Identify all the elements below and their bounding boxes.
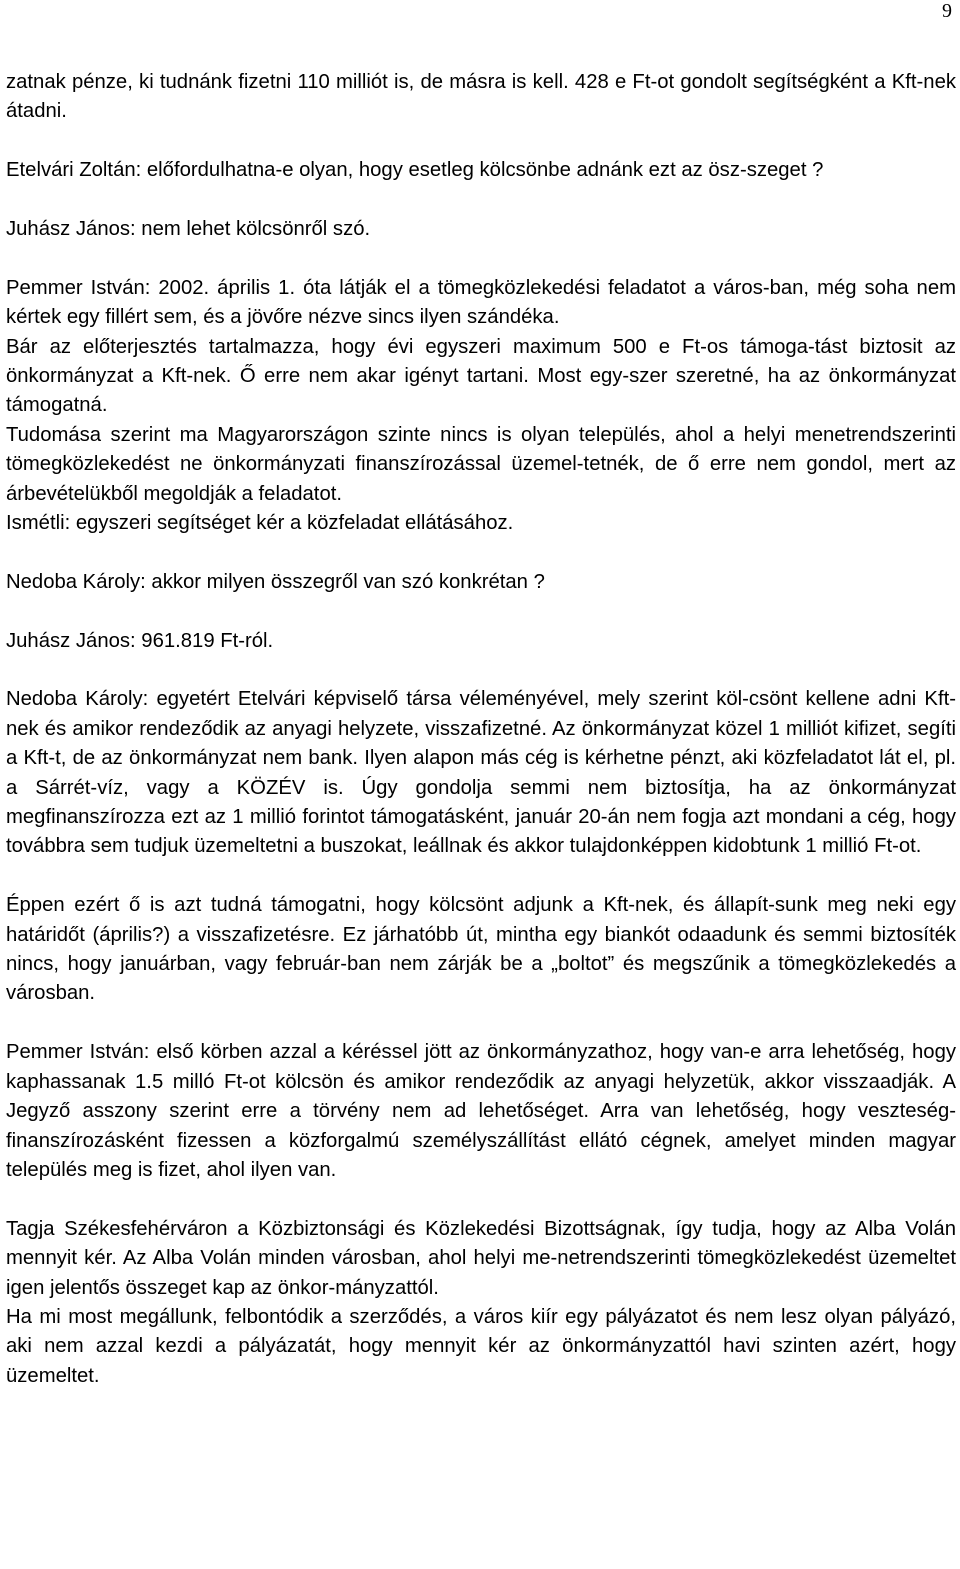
paragraph: Pemmer István: 2002. április 1. óta látják el a tömegközlekedési feladatot a város-ban, még soha nem kértek egy fillért sem, és a jövőre nézve sincs ilyen szándéka.: [6, 276, 956, 329]
paragraph: Nedoba Károly: akkor milyen összegről van szó konkrétan ?: [6, 570, 545, 593]
paragraph: Juhász János: 961.819 Ft-ról.: [6, 629, 274, 652]
paragraph: Ha mi most megállunk, felbontódik a szerződés, a város kiír egy pályázatot és nem lesz olyan pályázó, aki nem azzal kezdi a pályázatát, hogy mennyit kér az önkormányzattól havi szinten azért, hogy üzemeltet.: [6, 1305, 956, 1387]
paragraph: Ismétli: egyszeri segítséget kér a közfeladat ellátásához.: [6, 512, 514, 535]
page-number: 9: [942, 0, 952, 22]
paragraph: Juhász János: nem lehet kölcsönről szó.: [6, 218, 371, 240]
paragraph: Éppen ezért ő is azt tudná támogatni, hogy kölcsönt adjunk a Kft-nek, és állapít-sunk meg neki egy határidőt (április?) a visszafizetésre. Ez járhatóbb út, mintha egy biankót odaadunk és semmi biztosíték nincs, hogy januárban, vagy február-ban nem zárják be a „boltot” és megszűnik a tömegközlekedés a városban.: [6, 894, 956, 1005]
paragraph: Nedoba Károly: egyetért Etelvári képviselő társa véleményével, mely szerint köl-csönt kellene adni Kft-nek és amikor rendeződik az anyagi helyzete, visszafizetné. Az önkormányzat közel 1 milliót kifizet, segíti a Kft-t, de az önkormányzat nem bank. Ilyen alapon más cég is kérhetne pénzt, aki közfeladatot lát el, pl. a Sárrét-víz, vagy a KÖZÉV is. Úgy gondolja semmi nem biztosítja, ha az önkormányzat megfinanszírozza ezt az 1 millió forintot támogatásként, január 20-án nem fogja azt mondani a cég, hogy továbbra sem tudjuk üzemeltetni a buszokat, leállnak és akkor tulajdonképpen kidobtunk 1 millió Ft-ot.: [6, 688, 956, 858]
paragraph: Tagja Székesfehérváron a Közbiztonsági és Közlekedési Bizottságnak, így tudja, hogy az Alba Volán mennyit kér. Az Alba Volán minden városban, ahol helyi me-netrendszerinti tömegközlekedést üzemeltet igen jelentős összeget kap az önkor-mányzattól.: [6, 1217, 956, 1299]
document-body: [6, 68, 956, 1391]
paragraph: Tudomása szerint ma Magyarországon szinte nincs is olyan település, ahol a helyi menetrendszerinti tömegközlekedést ne önkormányzati finanszírozással üzemel-tetnék, de ő erre nem gondol, mert az árbevételükből megoldják a feladatot.: [6, 423, 956, 505]
paragraph: Pemmer István: első körben azzal a kéréssel jött az önkormányzathoz, hogy van-e arra lehetőség, hogy kaphassanak 1.5 milló Ft-ot kölcsön és amikor rendeződik az anyagi helyzetük, akkor visszaadják. A Jegyző asszony szerint erre a törvény nem ad lehetőséget. Arra van lehetőség, hogy veszteség-finanszírozásként fizessen a közforgalmú személyszállítást ellátó cégnek, amelyet minden magyar település meg is fizet, ahol ilyen van.: [6, 1041, 956, 1181]
paragraph: zatnak pénze, ki tudnánk fizetni 110 milliót is, de másra is kell. 428 e Ft-ot gondolt segítségként a Kft-nek átadni.: [6, 71, 956, 123]
paragraph: Bár az előterjesztés tartalmazza, hogy évi egyszeri maximum 500 e Ft-os támoga-tást biztosit az önkormányzat a Kft-nek. Ő erre nem akar igényt tartani. Most egy-szer szeretné, ha az önkormányzat támogatná.: [6, 335, 956, 417]
paragraph: Etelvári Zoltán: előfordulhatna-e olyan, hogy esetleg kölcsönbe adnánk ezt az ösz-szeget ?: [6, 159, 824, 182]
